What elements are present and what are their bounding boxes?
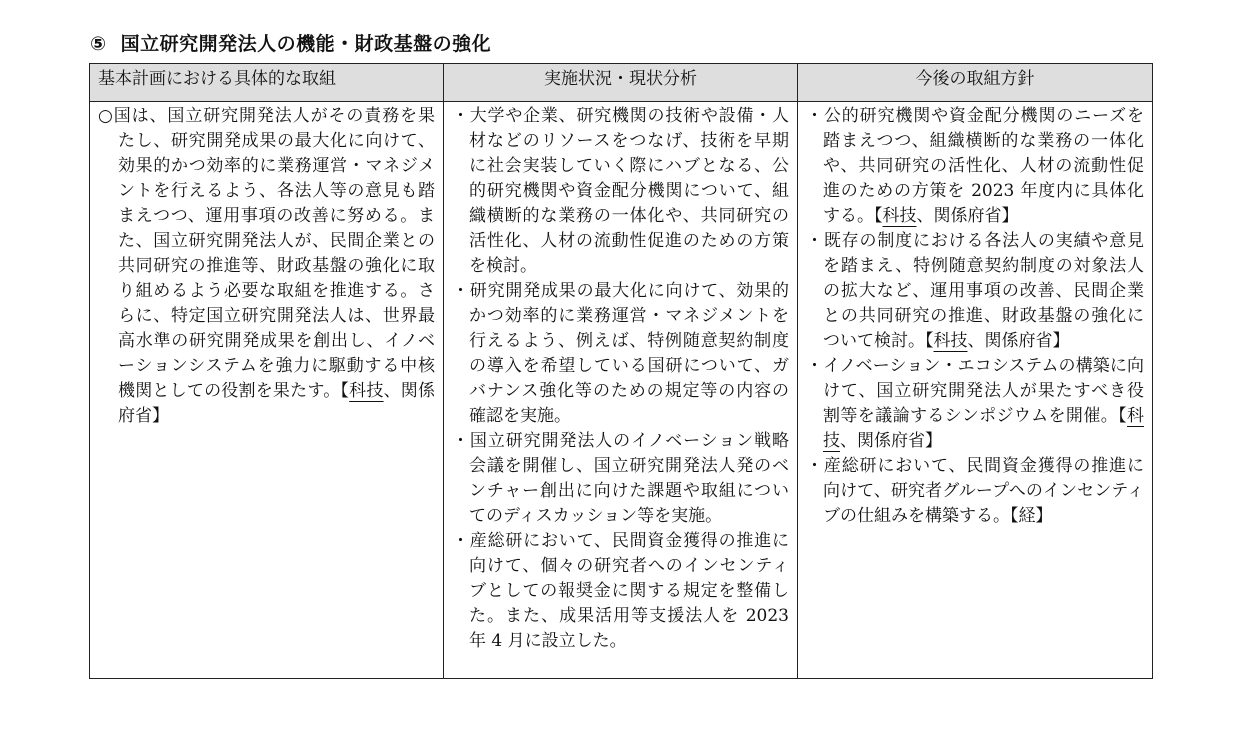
policy-item-1 <box>806 104 1144 229</box>
ministry-underlined: 科技 <box>882 206 917 226</box>
ministry-rest: 、関係府省】 <box>118 381 436 426</box>
basic-plan-item-text: ○国は、国立研究開発法人がその責務を果たし、研究開発成果の最大化に向けて、効果的かつ効率的に業務運営・マネジメントを行えるよう、各法人等の意見も踏まえつつ、運用事項の改善に努める。また、国立研究開発法人が、民間企業との共同研究の推進等、財政基盤の強化に取り組めるよう必要な取組を推進する。さらに、特定国立研究開発法人は、世界最高水準の研究開発成果を創出し、イノベーションシステムを強力に駆動する中核機関としての役割を果たす。【 <box>98 106 435 401</box>
header-basic-plan: 基本計画における具体的な取組 <box>90 64 444 102</box>
section-number: ⑤ <box>90 33 107 55</box>
section-title-text: 国立研究開発法人の機能・財政基盤の強化 <box>120 33 492 55</box>
cell-future-policy <box>798 102 1153 679</box>
ministry-rest: 、関係府省】 <box>840 431 942 451</box>
policy-item-2-text: ・既存の制度における各法人の実績や意見を踏まえ、特例随意契約制度の対象法人の拡大など、運用事項の改善、民間企業との共同研究の推進、財政基盤の強化について検討。【 <box>806 231 1144 351</box>
policy-item-3 <box>806 354 1144 454</box>
ministry-underlined: 科技 <box>349 381 384 401</box>
plan-table <box>89 63 1153 679</box>
header-future-policy: 今後の取組方針 <box>798 64 1153 102</box>
ministry-rest: 、関係府省】 <box>916 206 1019 226</box>
policy-item-3-text: ・イノベーション・エコシステムの構築に向けて、国立研究開発法人が果たすべき役割等を議論するシンポジウムを開催。【 <box>806 356 1144 426</box>
policy-item-1-text: ・公的研究機関や資金配分機関のニーズを踏まえつつ、組織横断的な業務の一体化や、共同研究の活性化、人材の流動性促進のための方策を 2023 年度内に具体化する。【 <box>806 106 1144 226</box>
status-item-3: ・国立研究開発法人のイノベーション戦略会議を開催し、国立研究開発法人発のベンチャー創出に向けた課題や取組についてのディスカッション等を実施。 <box>452 431 789 526</box>
cell-basic-plan <box>90 102 444 679</box>
status-item-1: ・大学や企業、研究機関の技術や設備・人材などのリソースをつなげ、技術を早期に社会実装していく際にハブとなる、公的研究機関や資金配分機関について、組織横断的な業務の一体化や、共同研究の活性化、人材の流動性促進のための方策を検討。 <box>452 106 789 276</box>
policy-item-2 <box>806 229 1144 354</box>
ministry-rest: 、関係府省】 <box>967 331 1070 351</box>
basic-plan-item <box>98 104 435 429</box>
header-implementation-status: 実施状況・現状分析 <box>444 64 798 102</box>
status-item-2: ・研究開発成果の最大化に向けて、効果的かつ効率的に業務運営・マネジメントを行えるよう、例えば、特例随意契約制度の導入を希望している国研について、ガバナンス強化等のための規定等の内容の確認を実施。 <box>452 281 789 426</box>
ministry-underlined: 科技 <box>933 331 968 351</box>
ministry-underlined: 科技 <box>823 406 1144 451</box>
section-title <box>90 30 491 58</box>
policy-item-4: ・産総研において、民間資金獲得の推進に向けて、研究者グループへのインセンティブの仕組みを構築する。【経】 <box>806 456 1144 526</box>
status-item-4: ・産総研において、民間資金獲得の推進に向けて、個々の研究者へのインセンティブとしての報奨金に関する規定を整備した。また、成果活用等支援法人を 2023 年 4 月に設立した。 <box>452 531 789 651</box>
table-header-row <box>90 64 1153 102</box>
cell-implementation-status <box>444 102 798 679</box>
table-row <box>90 102 1153 679</box>
